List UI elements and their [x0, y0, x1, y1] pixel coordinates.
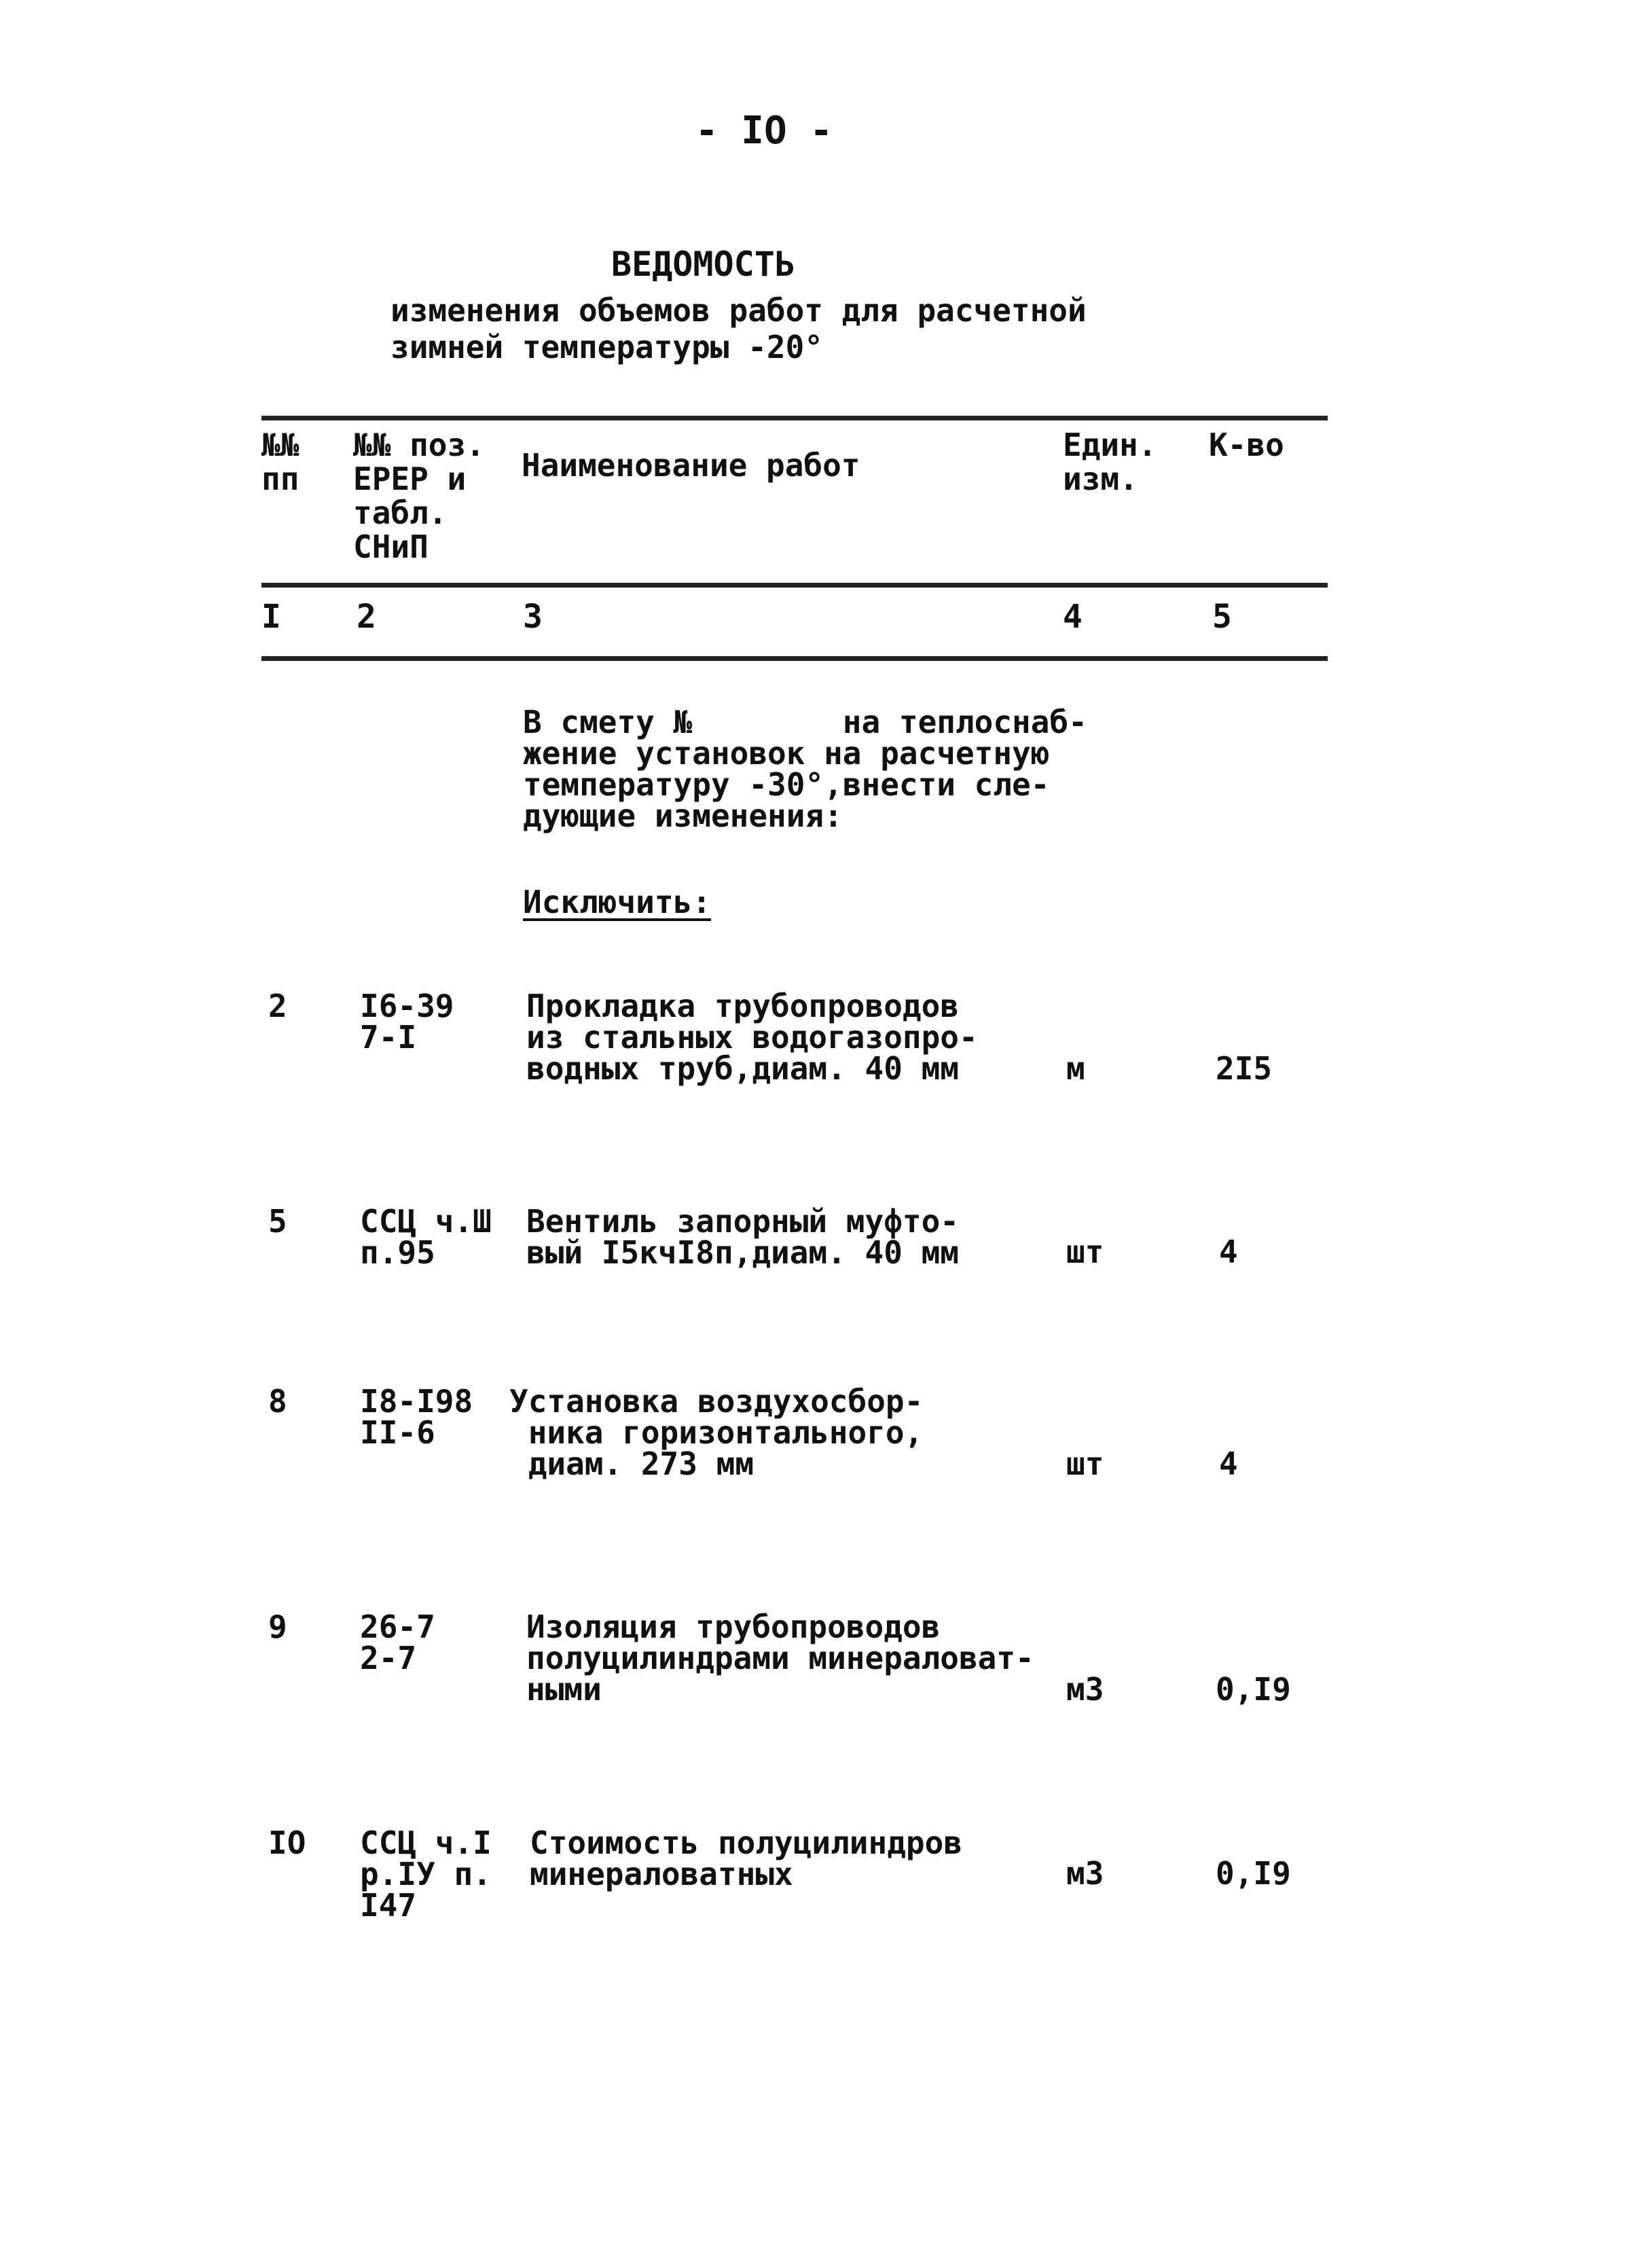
column-number-1: I — [261, 598, 281, 636]
row-code: I8-I98 II-6 — [360, 1383, 473, 1451]
document-subtitle: изменения объемов работ для расчетной зимней температуры -20° — [390, 292, 1087, 365]
row-unit: шт — [1066, 1445, 1104, 1482]
row-number: 2 — [268, 988, 287, 1024]
page-number: - IO - — [695, 109, 833, 153]
header-work-name: Наименование работ — [522, 447, 860, 484]
row-number: 5 — [268, 1203, 287, 1240]
row-name: Установка воздухосбор- ника горизонтального, диам. 273 мм — [509, 1383, 924, 1482]
row-number: 9 — [268, 1608, 287, 1645]
row-quantity: 2I5 — [1216, 1050, 1273, 1087]
row-number: IO — [268, 1824, 306, 1861]
row-unit: м3 — [1066, 1855, 1104, 1892]
column-number-3: 3 — [523, 598, 543, 636]
row-name: Изоляция трубопроводов полуцилиндрами минераловат- ными — [526, 1608, 1034, 1708]
section-label: Исключить: — [523, 884, 711, 920]
row-code: 26-7 2-7 — [360, 1608, 435, 1676]
header-unit: Един. изм. — [1063, 427, 1157, 497]
row-name: Вентиль запорный муфто- вый I5кчI8п,диам. 40 мм — [526, 1203, 959, 1271]
column-number-2: 2 — [357, 598, 376, 636]
row-name: Прокладка трубопроводов из стальных водогазопро- водных труб,диам. 40 мм — [526, 988, 978, 1087]
row-code: I6-39 7-I — [360, 988, 454, 1056]
row-unit: м — [1066, 1050, 1085, 1087]
column-number-4: 4 — [1063, 598, 1083, 636]
header-quantity: К-во — [1209, 427, 1284, 463]
header-position-code: №№ поз. ЕРЕР и табл. СНиП — [353, 427, 485, 565]
row-name: Стоимость полуцилиндров минераловатных — [530, 1824, 962, 1892]
row-quantity: 4 — [1219, 1234, 1238, 1270]
row-quantity: 0,I9 — [1216, 1671, 1291, 1708]
row-code: ССЦ ч.Ш п.95 — [360, 1203, 492, 1271]
header-row-number: №№ пп — [261, 427, 299, 497]
row-quantity: 4 — [1219, 1445, 1238, 1482]
table-top-rule — [261, 416, 1328, 420]
row-quantity: 0,I9 — [1216, 1855, 1291, 1892]
row-number: 8 — [268, 1383, 287, 1420]
intro-text: В смету № на теплоснаб- жение установок на расчетную температуру -30°,внести сле- дующие изменения: — [523, 704, 1087, 834]
document-title: ВЕДОМОСТЬ — [611, 245, 795, 284]
header-separator-rule — [261, 583, 1328, 588]
row-code: ССЦ ч.I р.IУ п. I47 — [360, 1824, 492, 1924]
column-number-5: 5 — [1212, 598, 1232, 636]
column-number-rule — [261, 656, 1328, 661]
row-unit: м3 — [1066, 1671, 1104, 1708]
row-unit: шт — [1066, 1234, 1104, 1270]
